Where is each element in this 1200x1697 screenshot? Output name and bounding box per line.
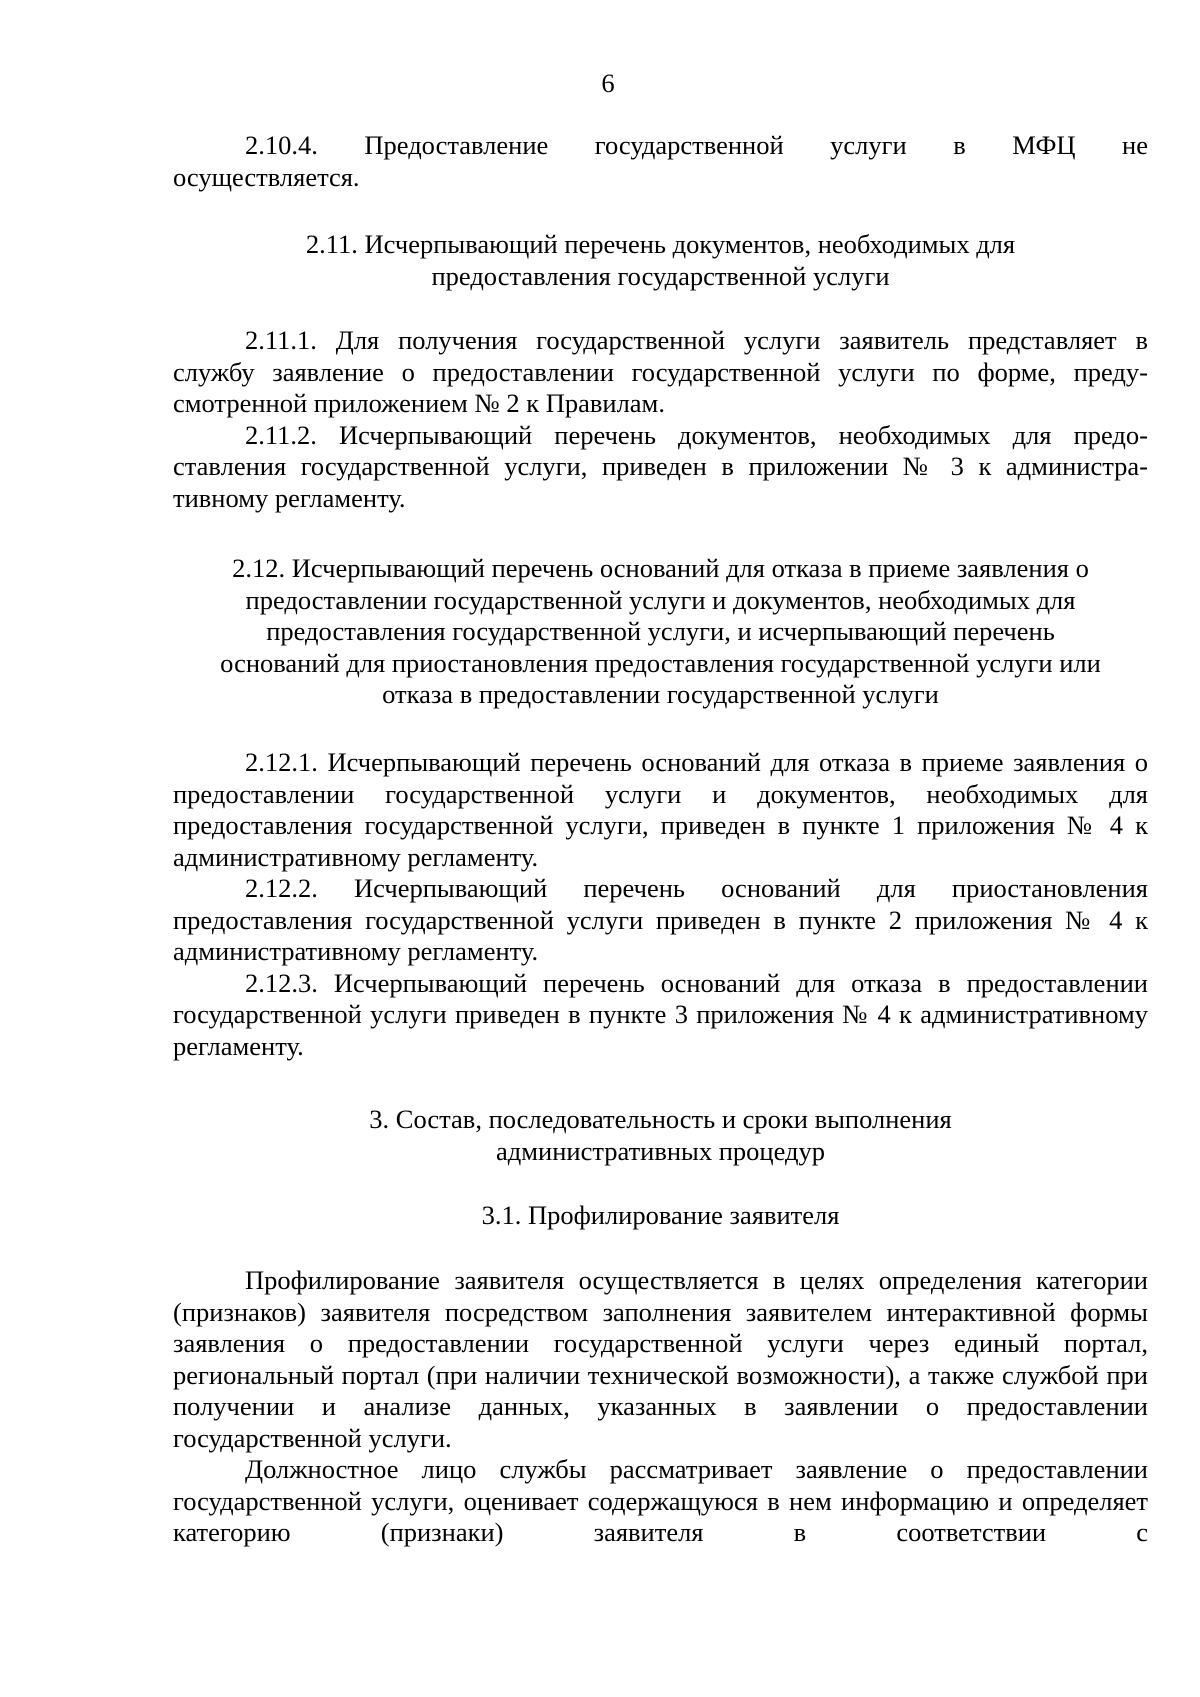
section-2-12-body — [173, 747, 1148, 1062]
section-2-11-body — [173, 325, 1148, 514]
heading-2-11-line2: предоставления государственной услуги — [431, 260, 890, 291]
paragraph-2-10-4 — [173, 130, 1148, 193]
paragraph-2-12-2: 2.12.2. Исчерпывающий перечень оснований для приостановления предоставления государственной услуги приведен в пункте 2 приложения № 4 к административному регламенту. — [173, 873, 1148, 966]
paragraph-2-12-1: 2.12.1. Исчерпывающий перечень оснований для отказа в приеме заявления о предоставлении государственной услуги и документов, необходимых для предоставления государственной услуги, приведен в пункте 1 приложения № 4 к административному регламенту. — [173, 747, 1148, 872]
heading-2-11 — [173, 229, 1148, 292]
heading-3 — [173, 1104, 1148, 1167]
paragraph-2-11-1: 2.11.1. Для получения государственной услуги заявитель представляет в службу заявление о предоставлении государственной услуги по форме, предусмотренной приложением № 2 к Правилам. — [173, 325, 1148, 418]
heading-2-12-line4: оснований для приостановления предоставления государственной услуги или — [220, 647, 1101, 678]
heading-2-12 — [173, 553, 1148, 711]
paragraph-official: Должностное лицо службы рассматривает заявление о предоставлении государственной услуги, оценивает содержащуюся в нем информацию и определяет категорию (признаки) заявителя в соответствии с — [173, 1454, 1148, 1547]
heading-3-line2: административных процедур — [496, 1135, 825, 1166]
heading-2-12-line1: 2.12. Исчерпывающий перечень оснований для отказа в приеме заявления о — [232, 553, 1089, 583]
heading-2-11-line1: 2.11. Исчерпывающий перечень документов, необходимых для — [305, 229, 1016, 259]
heading-3-line1: 3. Состав, последовательность и сроки выполнения — [369, 1104, 952, 1134]
paragraph-2-10-4-line2: осуществляется. — [173, 161, 360, 192]
paragraph-profiling: Профилирование заявителя осуществляется в целях определения категории (признаков) заявителя посредством заполнения заявителем интерактивной формы заявления о предоставлении государственной услуги через единый портал, региональный портал (при наличии технической возможности), а также службой при получении и анализе данных, указанных в заявлении о предоставлении государственной услуги. — [173, 1265, 1148, 1453]
heading-2-12-line3: предоставления государственной услуги, и исчерпывающий перечень — [266, 616, 1055, 646]
heading-2-12-line5: отказа в предоставлении государственной услуги — [382, 679, 939, 709]
paragraph-2-10-4-line1: 2.10.4. Предоставление государственной услуги в МФЦ не — [245, 130, 1148, 160]
heading-3-1 — [173, 1200, 1148, 1232]
paragraph-2-12-3: 2.12.3. Исчерпывающий перечень оснований для отказа в предоставлении государственной услуги приведен в пункте 3 приложения № 4 к административному регламенту. — [173, 967, 1148, 1061]
heading-3-1-text: 3.1. Профилирование заявителя — [481, 1200, 840, 1230]
heading-2-12-line2: предоставлении государственной услуги и документов, необходимых для — [245, 584, 1076, 615]
paragraph-2-11-2: 2.11.2. Исчерпывающий перечень документов, необходимых для предоставления государственной услуги, приведен в приложении № 3 к административному регламенту. — [173, 419, 1148, 513]
page-number: 6 — [601, 68, 615, 98]
section-3-1-body — [173, 1265, 1148, 1549]
